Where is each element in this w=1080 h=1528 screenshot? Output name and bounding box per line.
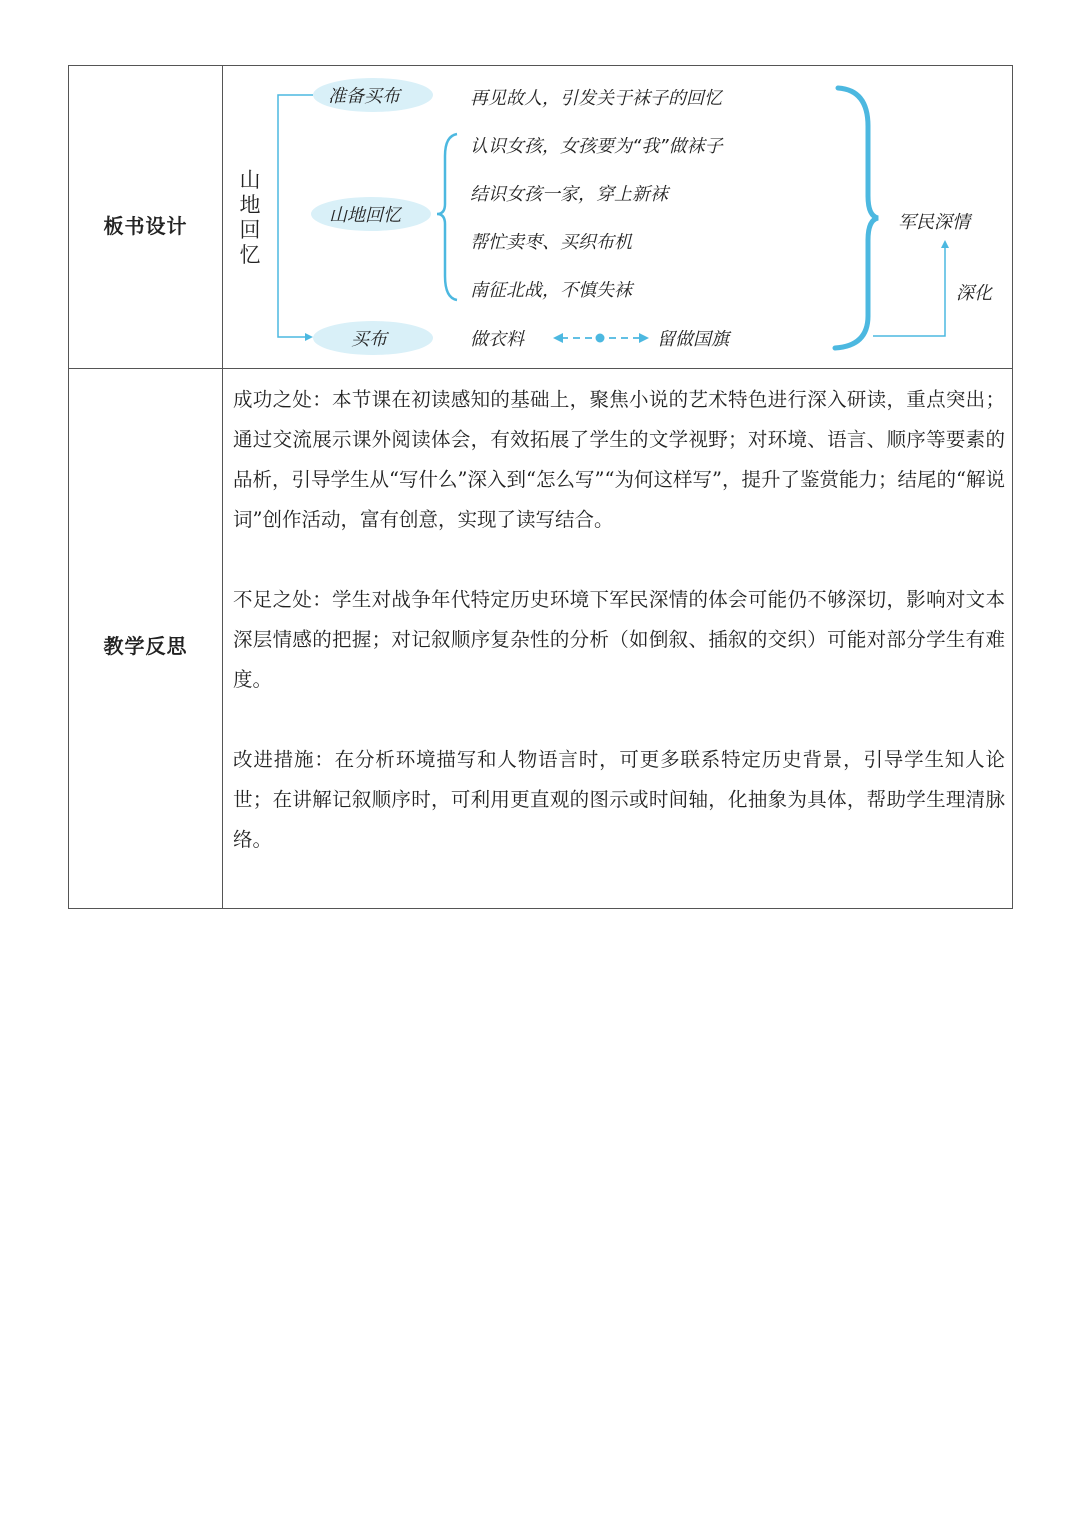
right-big-brace (835, 88, 878, 348)
line-prepare: 再见故人，引发关于袜子的回忆 (470, 88, 722, 109)
reflection-improvement: 改进措施：在分析环境描写和人物语言时，可更多联系特定历史背景，引导学生知人论世；在讲解记叙顺序时，可利用更直观的图示或时间轴，化抽象为具体，帮助学生理清脉络。 (233, 748, 1005, 851)
row-label-teaching-reflection: 教学反思 (103, 634, 188, 658)
deepen-connector (873, 246, 945, 336)
teaching-reflection-content (233, 380, 1005, 900)
arrow-head-right (639, 333, 649, 343)
deepen-text: 深化 (956, 283, 992, 304)
reflection-success: 成功之处：本节课在初读感知的基础上，聚焦小说的艺术特色进行深入研读，重点突出；通过交流展示课外阅读体会，有效拓展了学生的文学视野；对环境、语言、顺序等要素的品析，引导学生从“写什么”深入到“怎么写”“为何这样写”，提升了鉴赏能力；结尾的“解说词”创作活动，富有创意，实现了读写结合。 (233, 388, 1005, 531)
memory-brace (437, 134, 457, 300)
board-title-char: 地 (239, 193, 261, 217)
row-divider (69, 368, 1012, 369)
buy-left-text: 做衣料 (470, 329, 524, 350)
arrow-head (305, 333, 313, 341)
memory-line: 南征北战，不慎失袜 (470, 280, 632, 301)
board-title-char: 山 (239, 168, 261, 192)
board-title-char: 忆 (239, 243, 261, 267)
node-memory-label: 山地回忆 (329, 205, 401, 226)
memory-line: 帮忙卖枣、买织布机 (470, 232, 632, 253)
theme-text: 军民深情 (898, 212, 970, 233)
board-design-diagram (223, 66, 1011, 366)
arrow-head-up (941, 240, 949, 248)
row-label-board-design: 板书设计 (103, 214, 188, 238)
buy-right-text: 留做国旗 (657, 329, 729, 350)
node-buy-label: 买布 (351, 329, 387, 350)
memory-line: 结识女孩一家，穿上新袜 (470, 184, 668, 205)
board-title (240, 168, 261, 267)
left-connector (278, 95, 313, 337)
memory-line: 认识女孩，女孩要为“我”做袜子 (470, 136, 723, 157)
arrow-center-dot (596, 334, 605, 343)
arrow-head-left (553, 333, 563, 343)
node-prepare-label: 准备买布 (328, 86, 400, 107)
board-title-char: 回 (239, 218, 261, 242)
reflection-shortcoming: 不足之处：学生对战争年代特定历史环境下军民深情的体会可能仍不够深切，影响对文本深层情感的把握；对记叙顺序复杂性的分析（如倒叙、插叙的交织）可能对部分学生有难度。 (233, 588, 1005, 691)
